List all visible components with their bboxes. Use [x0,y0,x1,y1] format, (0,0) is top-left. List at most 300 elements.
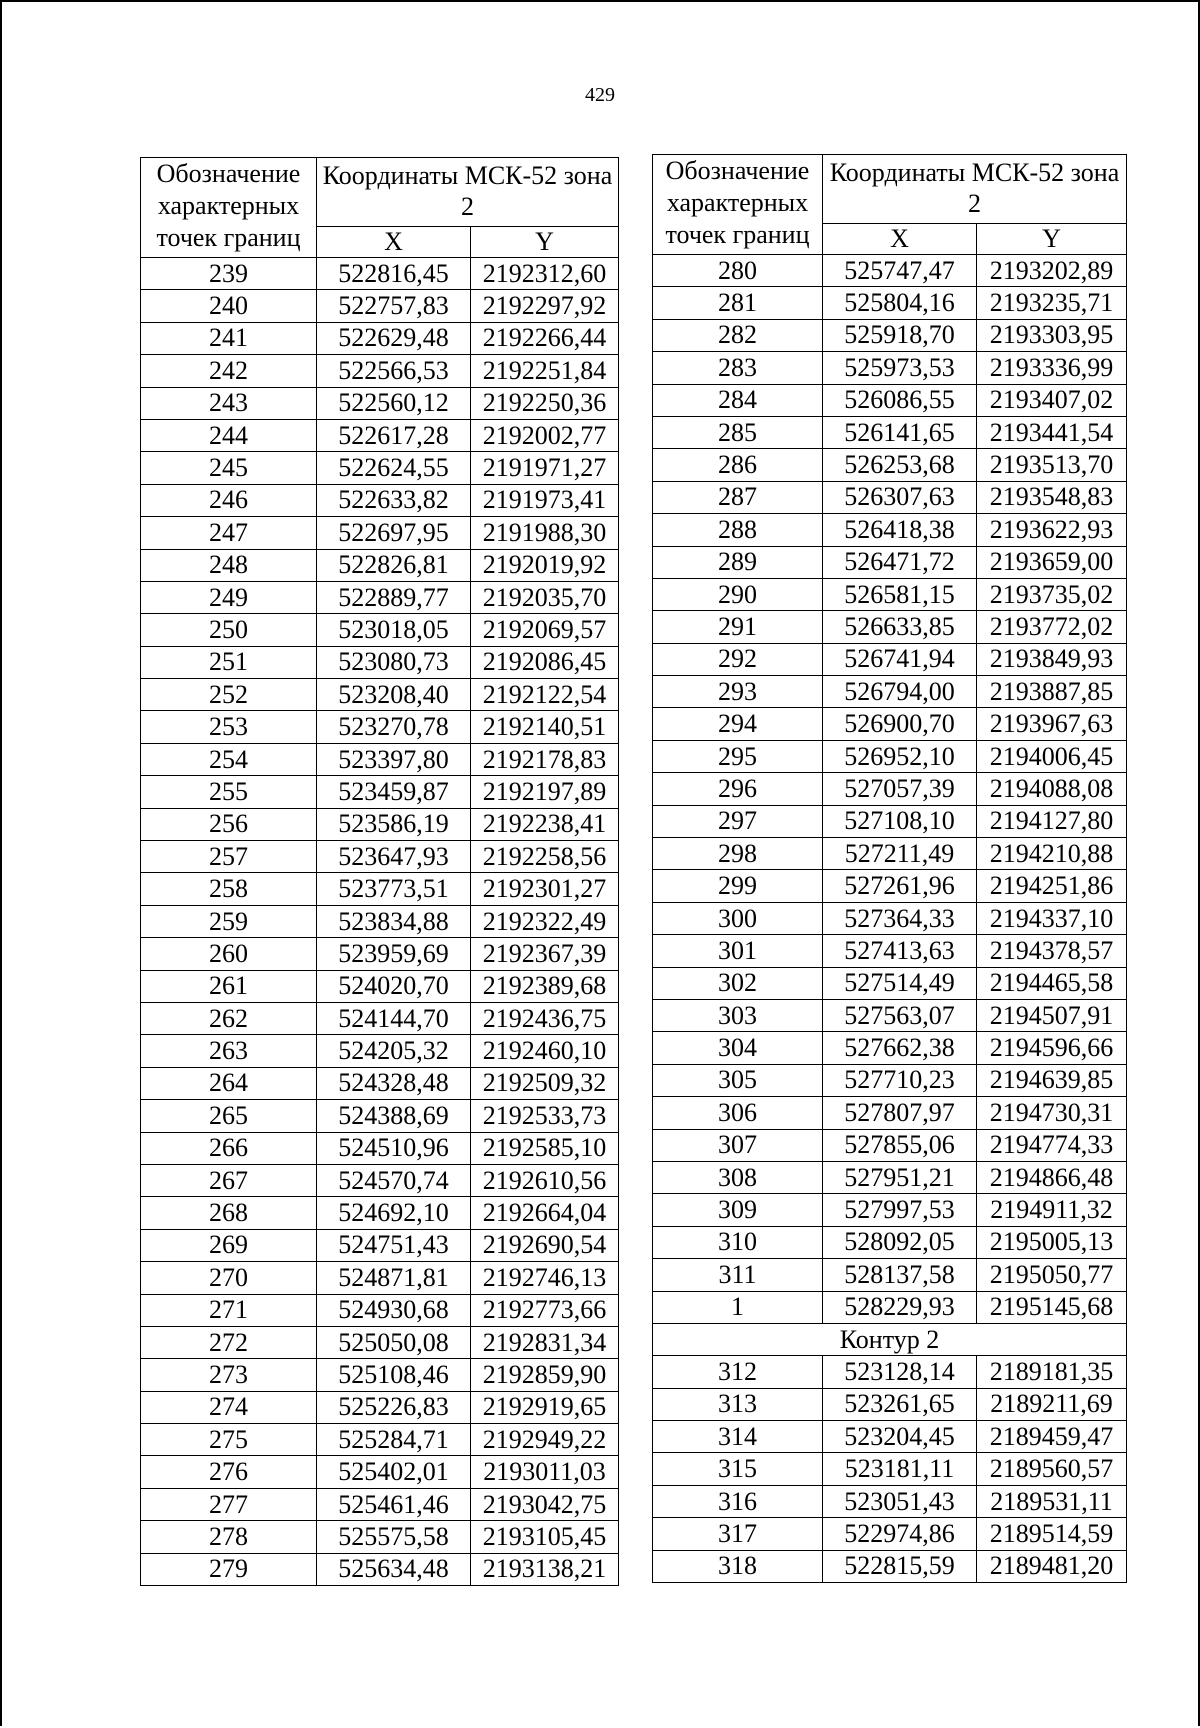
coord-x: 524020,70 [317,970,471,1002]
coord-x: 525461,46 [317,1488,471,1520]
coord-x: 526418,38 [823,514,977,546]
point-id: 306 [653,1097,823,1129]
coord-x: 527514,49 [823,967,977,999]
coord-x: 526581,15 [823,578,977,610]
coord-x: 527413,63 [823,935,977,967]
coord-x: 523051,43 [823,1485,977,1517]
table-row [653,449,1127,481]
table-row [141,1456,619,1488]
coord-y: 2193138,21 [471,1553,619,1585]
table-row [141,290,619,322]
coord-y: 2194006,45 [977,740,1127,772]
coord-x: 524328,48 [317,1067,471,1099]
coord-y: 2189459,47 [977,1421,1127,1453]
coord-y: 2195145,68 [977,1291,1127,1323]
table-row [653,1259,1127,1291]
point-id: 275 [141,1424,317,1456]
coord-y: 2192035,70 [471,581,619,613]
point-id: 294 [653,708,823,740]
point-id: 253 [141,711,317,743]
coord-x: 523586,19 [317,808,471,840]
coord-x: 527710,23 [823,1064,977,1096]
point-id: 318 [653,1550,823,1582]
coord-x: 527662,38 [823,1032,977,1064]
table-body-left [141,258,619,1586]
table-row [141,808,619,840]
coord-y: 2194378,57 [977,935,1127,967]
coord-y: 2189181,35 [977,1356,1127,1388]
coord-y: 2194774,33 [977,1129,1127,1161]
coord-x: 525747,47 [823,255,977,287]
point-id: 285 [653,416,823,448]
point-id: 255 [141,776,317,808]
table-row [653,319,1127,351]
table-row [141,1002,619,1034]
table-row [141,1359,619,1391]
point-id: 295 [653,740,823,772]
point-id: 261 [141,970,317,1002]
coord-y: 2192250,36 [471,387,619,419]
table-row [141,679,619,711]
coord-x: 522826,81 [317,549,471,581]
point-id: 272 [141,1326,317,1358]
table-row [141,711,619,743]
coord-y: 2192312,60 [471,258,619,290]
table-row [653,773,1127,805]
coord-y: 2191973,41 [471,484,619,516]
point-id: 301 [653,935,823,967]
header-x: X [823,224,977,255]
point-id: 274 [141,1391,317,1423]
coord-y: 2191988,30 [471,517,619,549]
table-row [653,546,1127,578]
table-row [141,484,619,516]
coord-x: 524388,69 [317,1100,471,1132]
coord-y: 2192919,65 [471,1391,619,1423]
coord-y: 2189514,59 [977,1518,1127,1550]
coord-y: 2192322,49 [471,905,619,937]
point-id: 308 [653,1161,823,1193]
coord-x: 525634,48 [317,1553,471,1585]
point-id: 316 [653,1485,823,1517]
coord-y: 2192122,54 [471,679,619,711]
coord-y: 2192664,04 [471,1197,619,1229]
coord-x: 527563,07 [823,999,977,1031]
point-id: 296 [653,773,823,805]
coord-y: 2193441,54 [977,416,1127,448]
coord-x: 523261,65 [823,1388,977,1420]
coord-y: 2194911,32 [977,1194,1127,1226]
point-id: 283 [653,352,823,384]
coord-y: 2191971,27 [471,452,619,484]
table-row [653,1485,1127,1517]
point-id: 317 [653,1518,823,1550]
table-row [141,1262,619,1294]
table-row [653,643,1127,675]
table-row [141,581,619,613]
coord-x: 523128,14 [823,1356,977,1388]
table-row [653,287,1127,319]
point-id: 268 [141,1197,317,1229]
point-id: 287 [653,481,823,513]
coord-y: 2195050,77 [977,1259,1127,1291]
table-row [141,1326,619,1358]
table-row [141,1035,619,1067]
coord-x: 522629,48 [317,322,471,354]
table-row [653,740,1127,772]
point-id: 250 [141,614,317,646]
header-x: X [317,227,471,258]
coord-y: 2194088,08 [977,773,1127,805]
coord-y: 2193967,63 [977,708,1127,740]
table-row [653,999,1127,1031]
table-row [653,416,1127,448]
point-id: 280 [653,255,823,287]
table-row [141,938,619,970]
table-row [653,1064,1127,1096]
table-row [653,708,1127,740]
header-point-label: Обозначение характерных точек границ [653,155,823,255]
coord-x: 525284,71 [317,1424,471,1456]
point-id: 248 [141,549,317,581]
coord-y: 2192297,92 [471,290,619,322]
point-id: 297 [653,805,823,837]
coord-x: 527057,39 [823,773,977,805]
coord-y: 2194337,10 [977,902,1127,934]
coord-y: 2193042,75 [471,1488,619,1520]
coord-y: 2189481,20 [977,1550,1127,1582]
header-y: Y [471,227,619,258]
table-row [653,481,1127,513]
table-row [141,1488,619,1520]
table-row [653,1518,1127,1550]
coord-x: 527997,53 [823,1194,977,1226]
coord-x: 523459,87 [317,776,471,808]
coord-x: 522697,95 [317,517,471,549]
coord-x: 524144,70 [317,1002,471,1034]
point-id: 315 [653,1453,823,1485]
coord-x: 527364,33 [823,902,977,934]
coord-y: 2194465,58 [977,967,1127,999]
coord-y: 2194596,66 [977,1032,1127,1064]
table-row [141,1164,619,1196]
coord-x: 528137,58 [823,1259,977,1291]
point-id: 310 [653,1226,823,1258]
point-id: 246 [141,484,317,516]
point-id: 244 [141,419,317,451]
table-row [653,514,1127,546]
table-row [653,1356,1127,1388]
table-row [141,322,619,354]
table-row [141,1391,619,1423]
point-id: 311 [653,1259,823,1291]
coord-y: 2192533,73 [471,1100,619,1132]
point-id: 313 [653,1388,823,1420]
table-row [141,355,619,387]
coord-y: 2193772,02 [977,611,1127,643]
coord-y: 2192610,56 [471,1164,619,1196]
point-id: 267 [141,1164,317,1196]
table-row [653,1226,1127,1258]
table-row [141,258,619,290]
coord-y: 2189531,11 [977,1485,1127,1517]
point-id: 254 [141,743,317,775]
coord-y: 2192949,22 [471,1424,619,1456]
coord-y: 2194251,86 [977,870,1127,902]
table-row [141,646,619,678]
table-row [653,902,1127,934]
point-id: 291 [653,611,823,643]
coord-x: 522560,12 [317,387,471,419]
coord-y: 2193105,45 [471,1521,619,1553]
coord-x: 525050,08 [317,1326,471,1358]
point-id: 262 [141,1002,317,1034]
table-row [141,1229,619,1261]
coord-x: 523647,93 [317,841,471,873]
coord-y: 2192509,32 [471,1067,619,1099]
coord-x: 522816,45 [317,258,471,290]
point-id: 273 [141,1359,317,1391]
table-row [653,935,1127,967]
coord-x: 525226,83 [317,1391,471,1423]
coord-x: 523773,51 [317,873,471,905]
coord-x: 526307,63 [823,481,977,513]
coord-y: 2192831,34 [471,1326,619,1358]
coord-y: 2192238,41 [471,808,619,840]
coord-y: 2192301,27 [471,873,619,905]
point-id: 298 [653,838,823,870]
table-row [141,1100,619,1132]
coord-y: 2192585,10 [471,1132,619,1164]
coord-x: 523270,78 [317,711,471,743]
coord-y: 2193548,83 [977,481,1127,513]
coord-x: 527108,10 [823,805,977,837]
coord-y: 2193887,85 [977,676,1127,708]
point-id: 293 [653,676,823,708]
coord-x: 523959,69 [317,938,471,970]
coord-x: 522617,28 [317,419,471,451]
point-id: 242 [141,355,317,387]
point-id: 314 [653,1421,823,1453]
table-row [653,352,1127,384]
table-row [653,1453,1127,1485]
point-id: 292 [653,643,823,675]
point-id: 269 [141,1229,317,1261]
table-row [141,517,619,549]
coord-y: 2193303,95 [977,319,1127,351]
point-id: 277 [141,1488,317,1520]
point-id: 302 [653,967,823,999]
table-row [653,967,1127,999]
table-row [653,1291,1127,1323]
coord-x: 526471,72 [823,546,977,578]
point-id: 1 [653,1291,823,1323]
coord-y: 2192197,89 [471,776,619,808]
coord-y: 2192019,92 [471,549,619,581]
coord-x: 528229,93 [823,1291,977,1323]
point-id: 266 [141,1132,317,1164]
table-row [653,1421,1127,1453]
point-id: 265 [141,1100,317,1132]
coord-y: 2192002,77 [471,419,619,451]
coord-x: 522633,82 [317,484,471,516]
point-id: 278 [141,1521,317,1553]
coord-y: 2194507,91 [977,999,1127,1031]
coord-x: 525973,53 [823,352,977,384]
coord-x: 523181,11 [823,1453,977,1485]
coord-x: 524692,10 [317,1197,471,1229]
coord-x: 524205,32 [317,1035,471,1067]
point-id: 252 [141,679,317,711]
coord-y: 2192746,13 [471,1262,619,1294]
coord-x: 526086,55 [823,384,977,416]
point-id: 300 [653,902,823,934]
table-row [653,838,1127,870]
coord-y: 2192086,45 [471,646,619,678]
point-id: 299 [653,870,823,902]
coord-x: 523208,40 [317,679,471,711]
coord-x: 522624,55 [317,452,471,484]
table-row [653,1194,1127,1226]
coord-x: 527807,97 [823,1097,977,1129]
point-id: 251 [141,646,317,678]
table-row [653,578,1127,610]
table-row [141,1553,619,1585]
coord-x: 525108,46 [317,1359,471,1391]
coord-x: 523018,05 [317,614,471,646]
coord-y: 2194210,88 [977,838,1127,870]
point-id: 312 [653,1356,823,1388]
coord-x: 525575,58 [317,1521,471,1553]
point-id: 286 [653,449,823,481]
table-row [653,611,1127,643]
coord-y: 2194127,80 [977,805,1127,837]
header-y: Y [977,224,1127,255]
coord-x: 527211,49 [823,838,977,870]
coord-x: 526141,65 [823,416,977,448]
table-row [141,841,619,873]
coord-x: 523204,45 [823,1421,977,1453]
table-row [653,805,1127,837]
header-point-label: Обозначение характерных точек границ [141,158,317,258]
point-id: 282 [653,319,823,351]
point-id: 270 [141,1262,317,1294]
table-row [141,1424,619,1456]
point-id: 290 [653,578,823,610]
coord-y: 2193336,99 [977,352,1127,384]
coord-x: 526633,85 [823,611,977,643]
coord-y: 2192266,44 [471,322,619,354]
point-id: 257 [141,841,317,873]
coord-y: 2193659,00 [977,546,1127,578]
point-id: 309 [653,1194,823,1226]
table-row [141,1294,619,1326]
coord-x: 523080,73 [317,646,471,678]
table-row [141,905,619,937]
coord-y: 2194639,85 [977,1064,1127,1096]
coord-y: 2193513,70 [977,449,1127,481]
point-id: 243 [141,387,317,419]
table-row [141,452,619,484]
coord-y: 2193235,71 [977,287,1127,319]
coord-y: 2192859,90 [471,1359,619,1391]
coord-x: 524930,68 [317,1294,471,1326]
point-id: 288 [653,514,823,546]
table-row [653,1388,1127,1420]
point-id: 305 [653,1064,823,1096]
coordinates-table-left [140,157,619,1586]
coord-x: 523397,80 [317,743,471,775]
coord-y: 2192251,84 [471,355,619,387]
coord-x: 524510,96 [317,1132,471,1164]
coord-x: 525804,16 [823,287,977,319]
coord-x: 526253,68 [823,449,977,481]
coord-y: 2194866,48 [977,1161,1127,1193]
header-coordinates: Координаты МСК-52 зона 2 [823,155,1127,224]
coord-x: 524871,81 [317,1262,471,1294]
coord-x: 522889,77 [317,581,471,613]
table-row [653,676,1127,708]
page-number: 429 [585,84,615,106]
coord-y: 2195005,13 [977,1226,1127,1258]
point-id: 249 [141,581,317,613]
coord-y: 2192258,56 [471,841,619,873]
coord-x: 522566,53 [317,355,471,387]
table-row [141,387,619,419]
table-row [653,1129,1127,1161]
table-row [653,384,1127,416]
coord-x: 525918,70 [823,319,977,351]
point-id: 279 [141,1553,317,1585]
coord-y: 2193011,03 [471,1456,619,1488]
point-id: 304 [653,1032,823,1064]
header-coordinates: Координаты МСК-52 зона 2 [317,158,619,227]
coord-y: 2193849,93 [977,643,1127,675]
coord-x: 524570,74 [317,1164,471,1196]
point-id: 258 [141,873,317,905]
coord-y: 2193735,02 [977,578,1127,610]
coord-x: 526741,94 [823,643,977,675]
point-id: 289 [653,546,823,578]
point-id: 281 [653,287,823,319]
table-row [653,1097,1127,1129]
coord-y: 2192436,75 [471,1002,619,1034]
coord-y: 2192773,66 [471,1294,619,1326]
coord-y: 2194730,31 [977,1097,1127,1129]
table-row [141,873,619,905]
coord-y: 2192367,39 [471,938,619,970]
point-id: 263 [141,1035,317,1067]
coord-x: 522974,86 [823,1518,977,1550]
table-row [141,1132,619,1164]
coord-x: 527855,06 [823,1129,977,1161]
table-row [653,255,1127,287]
coord-x: 527261,96 [823,870,977,902]
table-row [141,1521,619,1553]
point-id: 241 [141,322,317,354]
coord-y: 2192140,51 [471,711,619,743]
coord-x: 527951,21 [823,1161,977,1193]
point-id: 303 [653,999,823,1031]
coord-y: 2193202,89 [977,255,1127,287]
coord-y: 2192069,57 [471,614,619,646]
coordinates-table-right [652,154,1127,1583]
table-row [141,970,619,1002]
point-id: 239 [141,258,317,290]
table-row [141,549,619,581]
coord-x: 525402,01 [317,1456,471,1488]
point-id: 260 [141,938,317,970]
